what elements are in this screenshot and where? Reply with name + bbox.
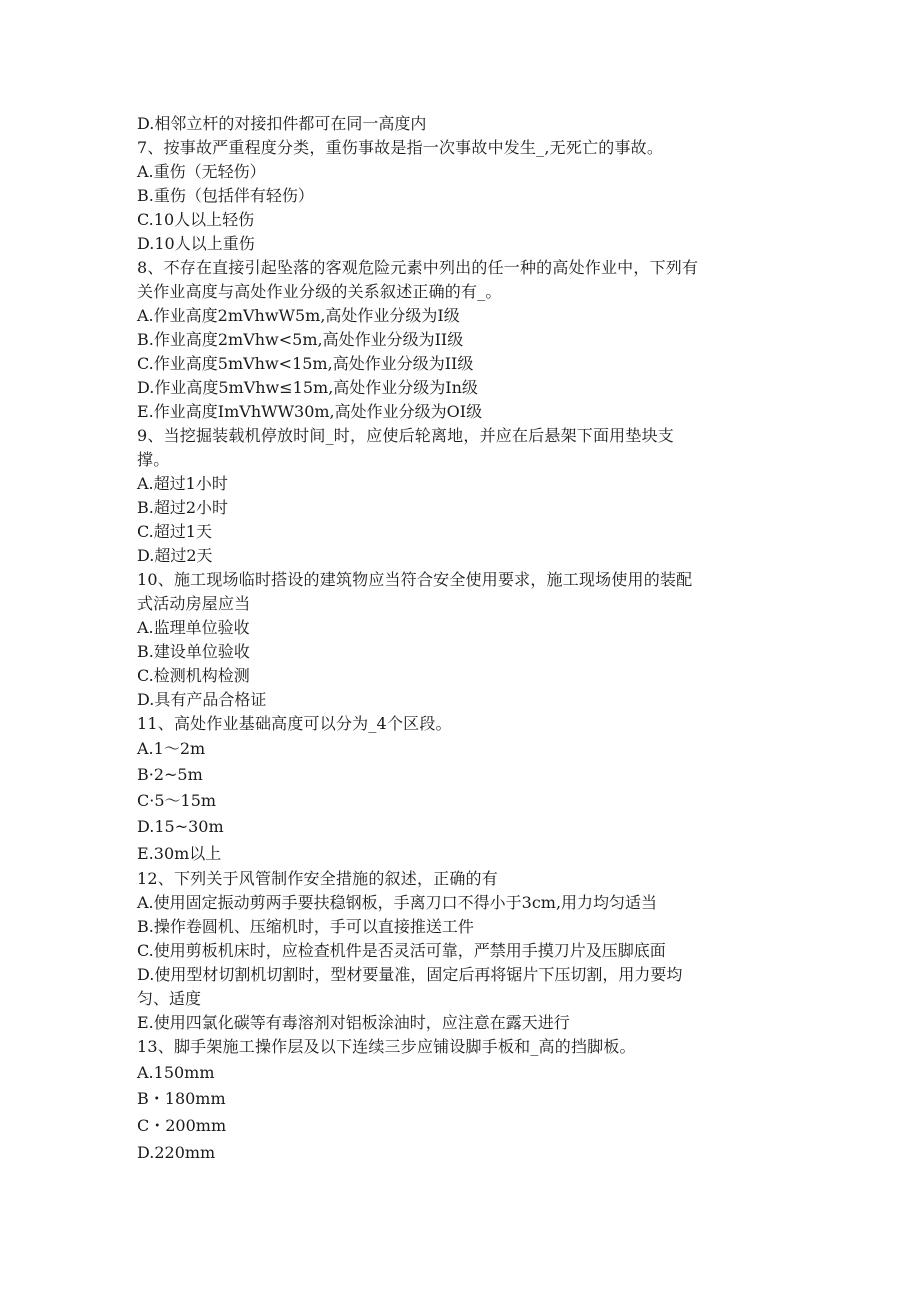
option-b: B.建设单位验收 — [137, 642, 250, 661]
option-d: D.使用型材切割机切割时，型材要量准，固定后再将锯片下压切割，用力要均 — [137, 965, 683, 984]
option-c: C·5～15m — [137, 791, 217, 810]
option-c: C.作业高度5mVhw<15m,高处作业分级为II级 — [137, 354, 474, 373]
option-d: D.15~30m — [137, 817, 224, 836]
option-a: A.1～2m — [137, 739, 206, 758]
option-d: D.220mm — [137, 1143, 216, 1162]
option-e: E.使用四氯化碳等有毒溶剂对铝板涂油时，应注意在露天进行 — [137, 1013, 570, 1032]
option-b: B・180mm — [137, 1089, 226, 1108]
option-c: C.超过1天 — [137, 522, 212, 541]
option-c: C.使用剪板机床时，应检查机件是否灵活可靠，严禁用手摸刀片及压脚底面 — [137, 941, 666, 960]
option-a: A.重伤（无轻伤） — [137, 162, 266, 181]
option-c: C・200mm — [137, 1116, 227, 1135]
option-a: A.超过1小时 — [137, 474, 228, 493]
option-b: B.重伤（包括伴有轻伤） — [137, 186, 314, 205]
option-e: E.作业高度ImVhWW30m,高处作业分级为OI级 — [137, 402, 483, 421]
option-e: E.30m以上 — [137, 844, 222, 863]
option-a: A.使用固定振动剪两手要扶稳钢板，手离刀口不得小于3cm,用力均匀适当 — [137, 893, 658, 912]
question-9: 9、当挖掘装载机停放时间_时，应使后轮离地，并应在后悬架下面用垫块支 — [137, 426, 674, 445]
question-10-continued: 式活动房屋应当 — [137, 594, 251, 613]
question-12: 12、下列关于风管制作安全措施的叙述，正确的有 — [137, 869, 498, 888]
option-d: D.10人以上重伤 — [137, 234, 255, 253]
option-b: B.超过2小时 — [137, 498, 229, 517]
option-a: A.150mm — [137, 1063, 215, 1082]
option-c: C.检测机构检测 — [137, 666, 250, 685]
question-8-continued: 关作业高度与高处作业分级的关系叙述正确的有_。 — [137, 282, 502, 301]
question-11: 11、高处作业基础高度可以分为_4个区段。 — [137, 714, 452, 733]
question-9-continued: 撑。 — [137, 450, 170, 469]
option-c: C.10人以上轻伤 — [137, 210, 255, 229]
option-d: D.作业高度5mVhw≤15m,高处作业分级为In级 — [137, 378, 478, 397]
question-7: 7、按事故严重程度分类，重伤事故是指一次事故中发生_,无死亡的事故。 — [137, 138, 664, 157]
option-a: A.监理单位验收 — [137, 618, 250, 637]
option-d: D.超过2天 — [137, 546, 213, 565]
option-a: A.作业高度2mVhwW5m,高处作业分级为I级 — [137, 306, 460, 325]
option-b: B.作业高度2mVhw<5m,高处作业分级为II级 — [137, 330, 464, 349]
option-d: D.具有产品合格证 — [137, 690, 267, 709]
question-8: 8、不存在直接引起坠落的客观危险元素中列出的任一种的高处作业中，下列有 — [137, 258, 699, 277]
option-d-continued: 匀、适度 — [137, 989, 202, 1008]
option-d: D.相邻立杆的对接扣件都可在同一高度内 — [137, 114, 427, 133]
document-page — [137, 112, 797, 1166]
option-b: B.操作卷圆机、压缩机时，手可以直接推送工件 — [137, 917, 474, 936]
question-13: 13、脚手架施工操作层及以下连续三步应铺设脚手板和_高的挡脚板。 — [137, 1037, 636, 1056]
question-10: 10、施工现场临时搭设的建筑物应当符合安全使用要求，施工现场使用的装配 — [137, 570, 693, 589]
option-b: B·2~5m — [137, 765, 203, 784]
